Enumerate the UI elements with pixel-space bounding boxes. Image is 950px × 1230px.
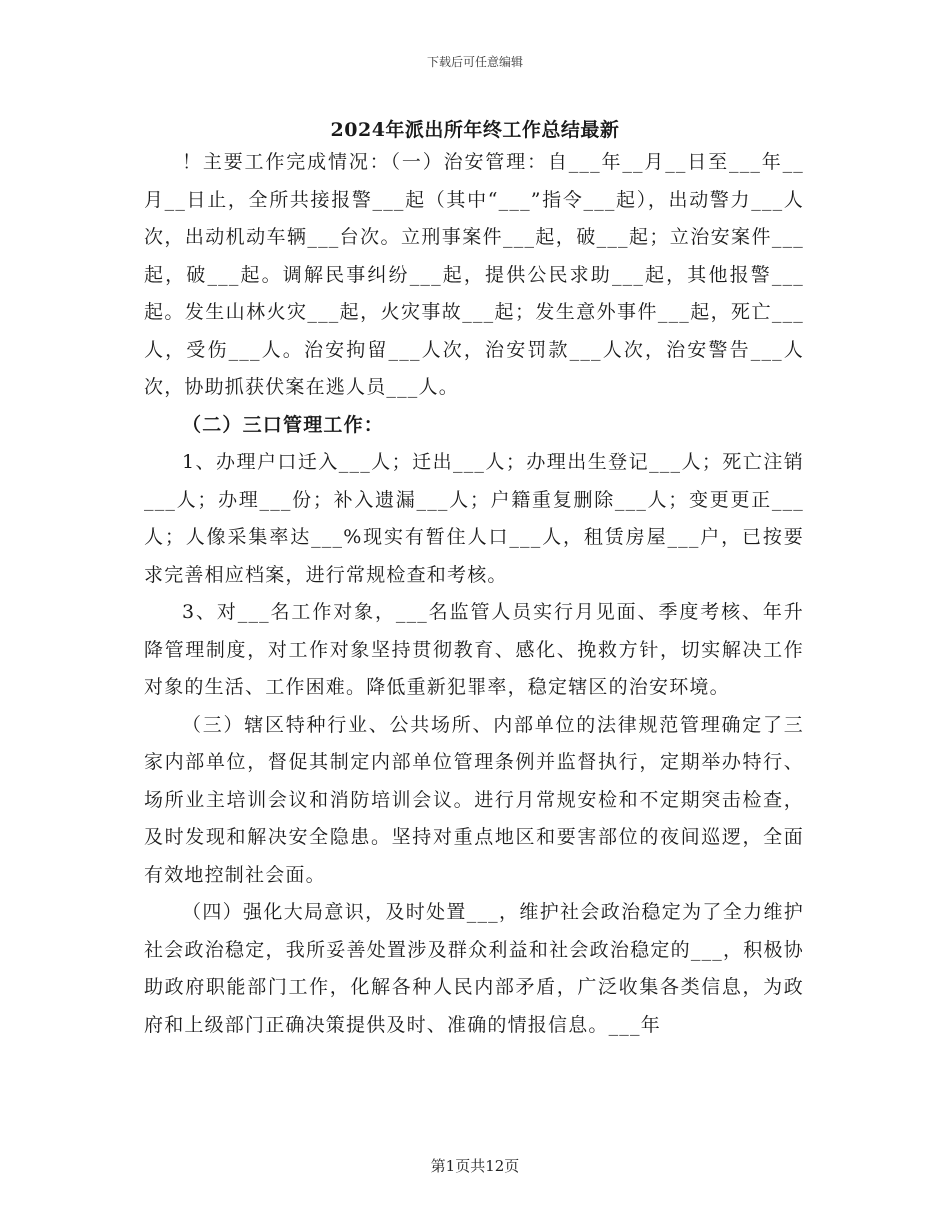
page-number: 第1页共12页 (430, 1157, 520, 1175)
paragraph-social-stability: （四）强化大局意识，及时处置___，维护社会政治稳定为了全力维护社会政治稳定，我所妥善处置涉及群众利益和社会政治稳定的___，积极协助政府职能部门工作，化解各种人民内部矛盾，广泛收集各类信息，为政府和上级部门正确决策提供及时、准确的情报信息。___年 (144, 901, 804, 1036)
paragraph-special-industries: （三）辖区特种行业、公共场所、内部单位的法律规范管理确定了三家内部单位，督促其制定内部单位管理条例并监督执行，定期举办特行、场所业主培训会议和消防培训会议。进行月常规安检和不定期突击检查，及时发现和解决安全隐患。坚持对重点地区和要害部位的夜间巡逻，全面有效地控制社会面。 (144, 713, 804, 886)
paragraph-household-registration: 1、办理户口迁入___人；迁出___人；办理出生登记___人；死亡注销___人；办理___份；补入遗漏___人；户籍重复删除___人；变更更正___人；人像采集率达___%现实有暂住人口___人，租赁房屋___户，已按要求完善相应档案，进行常规检查和考核。 (144, 451, 804, 586)
paragraph-main-tasks: ！主要工作完成情况：（一）治安管理：自___年__月__日至___年__月__日止，全所共接报警___起（其中“___”指令___起），出动警力___人次，出动机动车辆___台次。立刑事案件___起，破___起；立治安案件___起，破___起。调解民事纠纷___起，提供公民求助___起，其他报警___起。发生山林火灾___起，火灾事故___起；发生意外事件___起，死亡___人，受伤___人。治安拘留___人次，治安罚款___人次，治安警告___人次，协助抓获伏案在逃人员___人。 (144, 151, 804, 398)
header-note: 下载后可任意编辑 (426, 55, 523, 69)
document-body (144, 144, 804, 1044)
paragraph-work-targets: 3、对___名工作对象，___名监管人员实行月见面、季度考核、年升降管理制度，对工作对象坚持贯彻教育、感化、挽救方针，切实解决工作对象的生活、工作困难。降低重新犯罪率，稳定辖区的治安环境。 (144, 601, 804, 698)
document-title: 2024年派出所年终工作总结最新 (330, 119, 620, 141)
section-heading-three-mouth: （二）三口管理工作： (182, 413, 385, 436)
